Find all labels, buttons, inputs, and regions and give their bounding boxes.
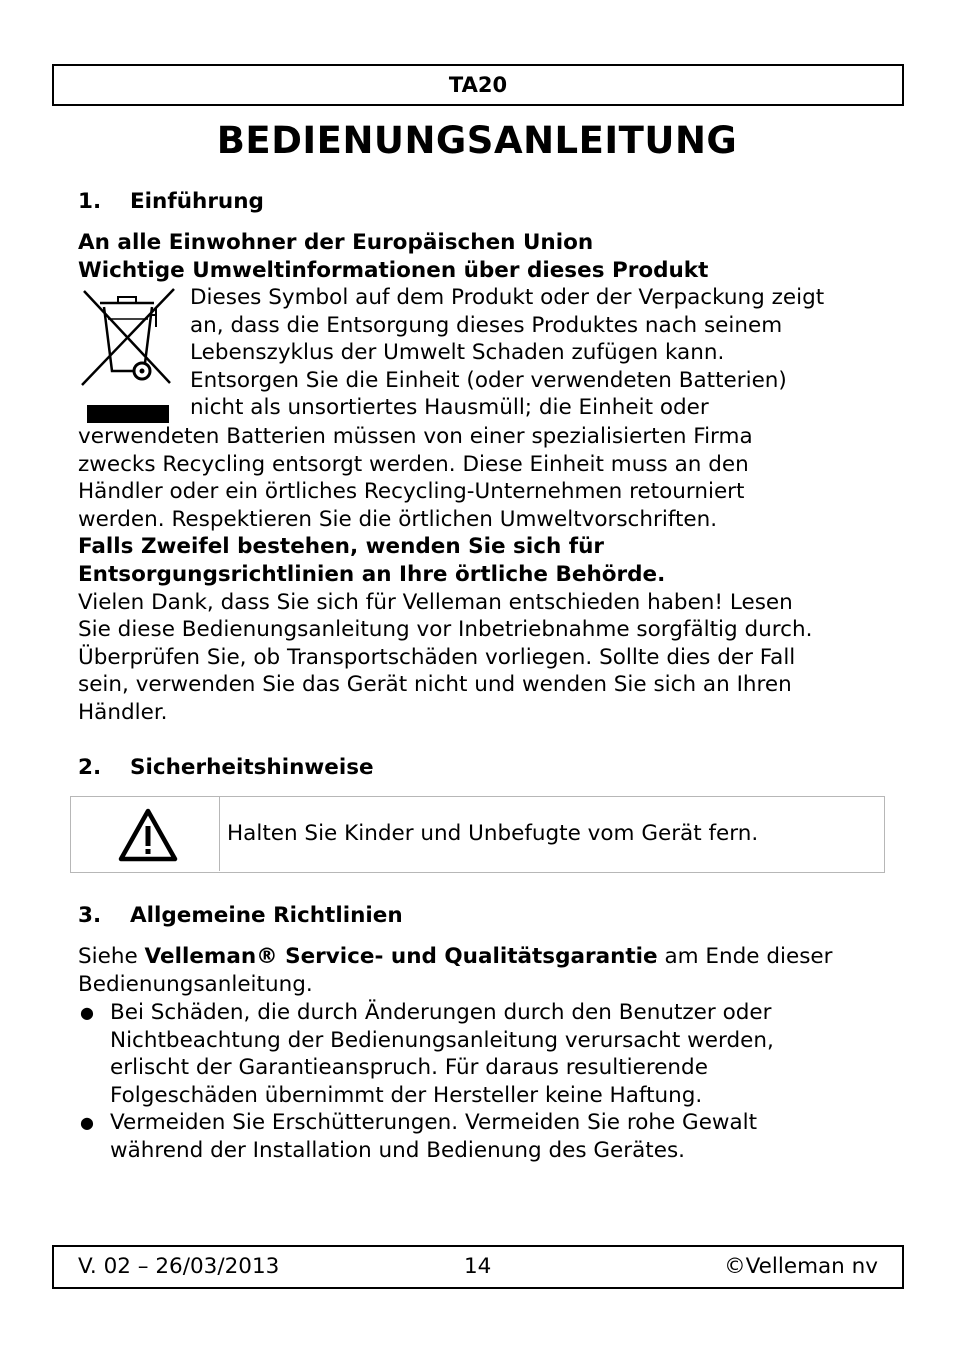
text-line: Sie diese Bedienungsanleitung vor Inbetriebnahme sorgfältig durch. [78,617,813,643]
weee-continued-text [78,423,898,727]
bold-line: Wichtige Umweltinformationen über dieses Produkt [78,257,709,283]
bold-line: Falls Zweifel bestehen, wenden Sie sich für [78,534,605,560]
intro-text: am Ende dieser [657,944,833,969]
text-line: erlischt der Garantieanspruch. Für daraus resultierende [110,1055,708,1081]
bullet-icon: ● [80,1003,94,1022]
text-line: nicht als unsortiertes Hausmüll; die Einheit oder [190,395,709,421]
section-number: 3. [78,903,102,928]
footer-box [52,1245,904,1289]
text-line: Vermeiden Sie Erschütterungen. Vermeiden Sie rohe Gewalt [110,1110,758,1136]
list-item [78,999,888,1109]
page-number: 14 [464,1254,492,1279]
text-line: während der Installation und Bedienung des Gerätes. [110,1137,685,1163]
safety-table [70,796,885,873]
model-name: TA20 [448,73,508,97]
text-line: Bei Schäden, die durch Änderungen durch den Benutzer oder [110,1000,772,1025]
text-line: Lebenszyklus der Umwelt Schaden zufügen kann. [190,340,725,366]
warning-cell [71,797,220,871]
section-title: Allgemeine Richtlinien [130,903,403,928]
text-line: Dieses Symbol auf dem Produkt oder der Verpackung zeigt [190,285,825,310]
text-line: sein, verwenden Sie das Gerät nicht und wenden Sie sich an Ihren [78,672,792,698]
list-item [78,1109,888,1164]
text-line: Folgeschäden übernimmt der Hersteller keine Haftung. [110,1082,703,1108]
text-line: Vielen Dank, dass Sie sich für Velleman entschieden haben! Lesen [78,589,793,615]
copyright: ©Velleman nv [724,1254,878,1279]
intro-text: Siehe [78,944,145,969]
text-line: zwecks Recycling entsorgt werden. Diese Einheit muss an den [78,451,749,477]
text-line: Händler. [78,699,168,725]
eu-bold-heading [78,229,898,284]
warning-triangle-icon [71,797,220,871]
guarantee-intro [78,943,898,998]
section-number: 1. [78,189,102,214]
section-title: Sicherheitshinweise [130,755,374,780]
text-line: werden. Respektieren Sie die örtlichen Umweltvorschriften. [78,506,718,532]
guidelines-list [78,999,888,1165]
bold-line: An alle Einwohner der Europäischen Union [78,230,594,255]
bullet-icon: ● [80,1113,94,1133]
section-title: Einführung [130,189,264,214]
text-line: Überprüfen Sie, ob Transportschäden vorliegen. Sollte dies der Fall [78,644,796,670]
warning-text: Halten Sie Kinder und Unbefugte vom Gerät fern. [227,821,759,846]
text-line: an, dass die Entsorgung dieses Produktes nach seinem [190,312,783,338]
section-3-heading [78,902,403,930]
document-title: BEDIENUNGSANLEITUNG [216,119,738,162]
version-date: V. 02 – 26/03/2013 [78,1254,280,1279]
text-line: verwendeten Batterien müssen von einer spezialisierten Firma [78,424,753,449]
weee-bin-icon [78,287,176,425]
intro-text: Bedienungsanleitung. [78,971,313,997]
section-2-heading [78,754,374,782]
text-line: Nichtbeachtung der Bedienungsanleitung verursacht werden, [110,1027,774,1053]
section-1-heading [78,188,264,216]
text-line: Händler oder ein örtliches Recycling-Unternehmen retourniert [78,479,745,505]
bold-line: Entsorgungsrichtlinien an Ihre örtliche Behörde. [78,561,666,587]
text-line: Entsorgen Sie die Einheit (oder verwendeten Batterien) [190,367,787,393]
guarantee-reference: Velleman® Service- und Qualitätsgarantie [144,944,658,969]
weee-wrap-text [190,284,890,422]
section-number: 2. [78,755,102,780]
header-box [52,64,904,106]
